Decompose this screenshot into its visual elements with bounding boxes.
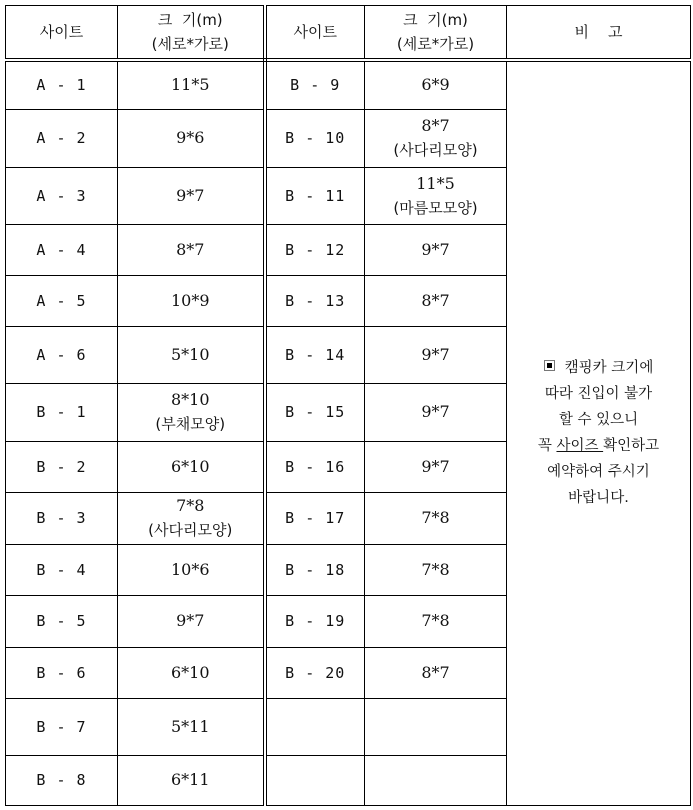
site-cell-value: B - 2: [36, 457, 87, 476]
header-size-1: [118, 6, 265, 61]
site-cell: [265, 383, 365, 441]
size-cell: [118, 383, 265, 441]
site-cell-value: B - 16: [285, 457, 346, 476]
header-site-2: 사이트: [265, 6, 365, 61]
site-cell: [265, 698, 365, 755]
site-cell-value: B - 15: [285, 403, 346, 421]
site-cell-value: B - 19: [285, 612, 346, 630]
size-cell-value: 7*8: [421, 508, 450, 527]
shape-note: (마름모모양): [393, 198, 478, 217]
size-cell: [365, 383, 507, 441]
size-cell: [365, 109, 507, 167]
site-cell-value: B - 13: [285, 291, 346, 310]
site-cell-value: B - 9: [290, 76, 341, 95]
site-cell: [6, 595, 118, 647]
size-cell-value: 8*7: [176, 239, 205, 259]
size-cell-value: 8*7: [421, 290, 450, 310]
size-cell: [118, 544, 265, 595]
site-cell-value: B - 11: [285, 186, 346, 205]
size-cell: [118, 647, 265, 698]
site-cell-value: B - 10: [285, 129, 346, 147]
size-cell: [118, 326, 265, 383]
site-cell-value: B - 7: [36, 717, 87, 736]
size-cell-value: 8*10: [170, 390, 210, 409]
size-cell: [118, 755, 265, 805]
site-cell: [265, 275, 365, 326]
size-cell: [365, 326, 507, 383]
size-cell-value: 9*7: [421, 239, 450, 259]
site-cell-value: B - 3: [36, 509, 87, 527]
size-cell-value: 9*7: [176, 611, 205, 630]
size-cell: [118, 109, 265, 167]
site-cell-value: B - 4: [36, 560, 87, 579]
size-cell: [365, 595, 507, 647]
remark-text: 확인하고: [603, 438, 660, 455]
size-cell-value: 5*10: [170, 344, 210, 364]
size-cell: [118, 224, 265, 275]
site-cell: [6, 492, 118, 544]
remark-line: 바랍니다.: [568, 490, 629, 507]
site-cell: [265, 441, 365, 492]
size-cell: [118, 441, 265, 492]
site-cell: [6, 60, 118, 109]
site-cell-value: B - 20: [285, 663, 346, 682]
site-cell-value: B - 17: [285, 509, 346, 527]
site-cell: [6, 326, 118, 383]
size-cell-value: 9*7: [421, 344, 450, 364]
size-cell-value: 7*8: [421, 559, 450, 579]
size-cell-value: 9*7: [176, 185, 205, 205]
site-cell-value: A - 1: [36, 76, 87, 95]
site-cell-value: A - 6: [36, 345, 87, 364]
site-cell: [6, 544, 118, 595]
site-cell-value: B - 14: [285, 345, 346, 364]
site-cell: [6, 383, 118, 441]
header-row: [6, 6, 691, 61]
size-cell: [118, 167, 265, 224]
size-cell: [365, 167, 507, 224]
site-cell-value: B - 12: [285, 240, 346, 259]
size-cell: [365, 224, 507, 275]
remark-underlined-text: 사이즈: [556, 438, 604, 455]
site-cell: [6, 755, 118, 805]
remark-line: 예약하여 주시기: [547, 464, 650, 481]
site-cell: [265, 755, 365, 805]
table-row: [6, 60, 691, 109]
remark-line: 따라 진입이 불가: [544, 386, 653, 403]
size-cell-value: 7*8: [421, 611, 450, 630]
size-cell-value: 9*7: [421, 402, 450, 421]
size-cell: [365, 441, 507, 492]
header-size-unit: (세로*가로): [396, 35, 475, 53]
size-cell: [365, 755, 507, 805]
site-cell-value: A - 4: [36, 240, 87, 259]
remark-line: [513, 355, 684, 381]
remark-line: [513, 433, 684, 459]
site-cell-value: B - 18: [285, 560, 346, 579]
site-cell-value: A - 3: [36, 186, 87, 205]
site-cell: [6, 275, 118, 326]
size-cell-value: 10*6: [170, 559, 210, 579]
site-cell-value: B - 1: [36, 403, 87, 421]
site-cell-value: B - 6: [36, 663, 87, 682]
shape-note: (사다리모양): [148, 521, 233, 539]
site-cell-value: A - 2: [36, 129, 87, 147]
size-cell: [365, 698, 507, 755]
size-cell: [118, 492, 265, 544]
size-cell-value: 9*7: [421, 456, 450, 476]
size-cell: [365, 275, 507, 326]
size-cell-value: 6*9: [421, 75, 450, 95]
size-cell: [365, 647, 507, 698]
size-cell-value: 6*10: [170, 662, 210, 682]
site-cell: [6, 647, 118, 698]
site-cell: [6, 441, 118, 492]
header-size-unit: (세로*가로): [151, 35, 229, 53]
site-cell: [265, 109, 365, 167]
site-cell: [265, 647, 365, 698]
size-cell-value: 10*9: [170, 290, 210, 310]
site-cell-value: A - 5: [36, 291, 87, 310]
checkbox-square-icon: [544, 360, 555, 371]
size-cell-value: 6*11: [170, 770, 210, 789]
size-cell-value: 8*7: [421, 662, 450, 682]
size-cell: [118, 60, 265, 109]
size-cell-value: 11*5: [416, 173, 455, 193]
size-cell: [365, 492, 507, 544]
size-cell-value: 7*8: [176, 496, 205, 515]
size-cell-value: 6*10: [170, 456, 210, 476]
header-remark: 비 고: [507, 6, 691, 61]
header-site-1: 사이트: [6, 6, 118, 61]
site-cell: [265, 224, 365, 275]
header-size-2: [365, 6, 507, 61]
size-cell: [365, 544, 507, 595]
site-cell: [265, 167, 365, 224]
campsite-size-table: [5, 5, 691, 806]
size-cell-value: 8*7: [421, 116, 450, 135]
site-cell: [6, 698, 118, 755]
site-cell: [6, 109, 118, 167]
site-cell: [6, 167, 118, 224]
size-cell-value: 11*5: [170, 75, 210, 95]
header-size-title: 크 기(m): [403, 11, 468, 29]
shape-note: (부채모양): [155, 415, 226, 433]
size-cell-value: 5*11: [170, 716, 210, 736]
header-size-title: 크 기(m): [157, 11, 223, 29]
site-cell-value: B - 5: [36, 612, 87, 630]
size-cell: [118, 595, 265, 647]
site-cell: [6, 224, 118, 275]
site-cell-value: B - 8: [36, 771, 87, 789]
site-cell: [265, 60, 365, 109]
remark-line: 할 수 있으니: [558, 412, 639, 429]
size-cell: [365, 60, 507, 109]
size-cell: [118, 698, 265, 755]
site-cell: [265, 326, 365, 383]
size-cell: [118, 275, 265, 326]
shape-note: (사다리모양): [393, 141, 478, 159]
remark-text: 캠핑카 크기에: [564, 360, 654, 377]
remark-text: 꼭: [537, 438, 557, 455]
site-cell: [265, 595, 365, 647]
size-cell-value: 9*6: [176, 128, 205, 147]
site-cell: [265, 544, 365, 595]
remark-cell: [507, 60, 691, 805]
site-cell: [265, 492, 365, 544]
